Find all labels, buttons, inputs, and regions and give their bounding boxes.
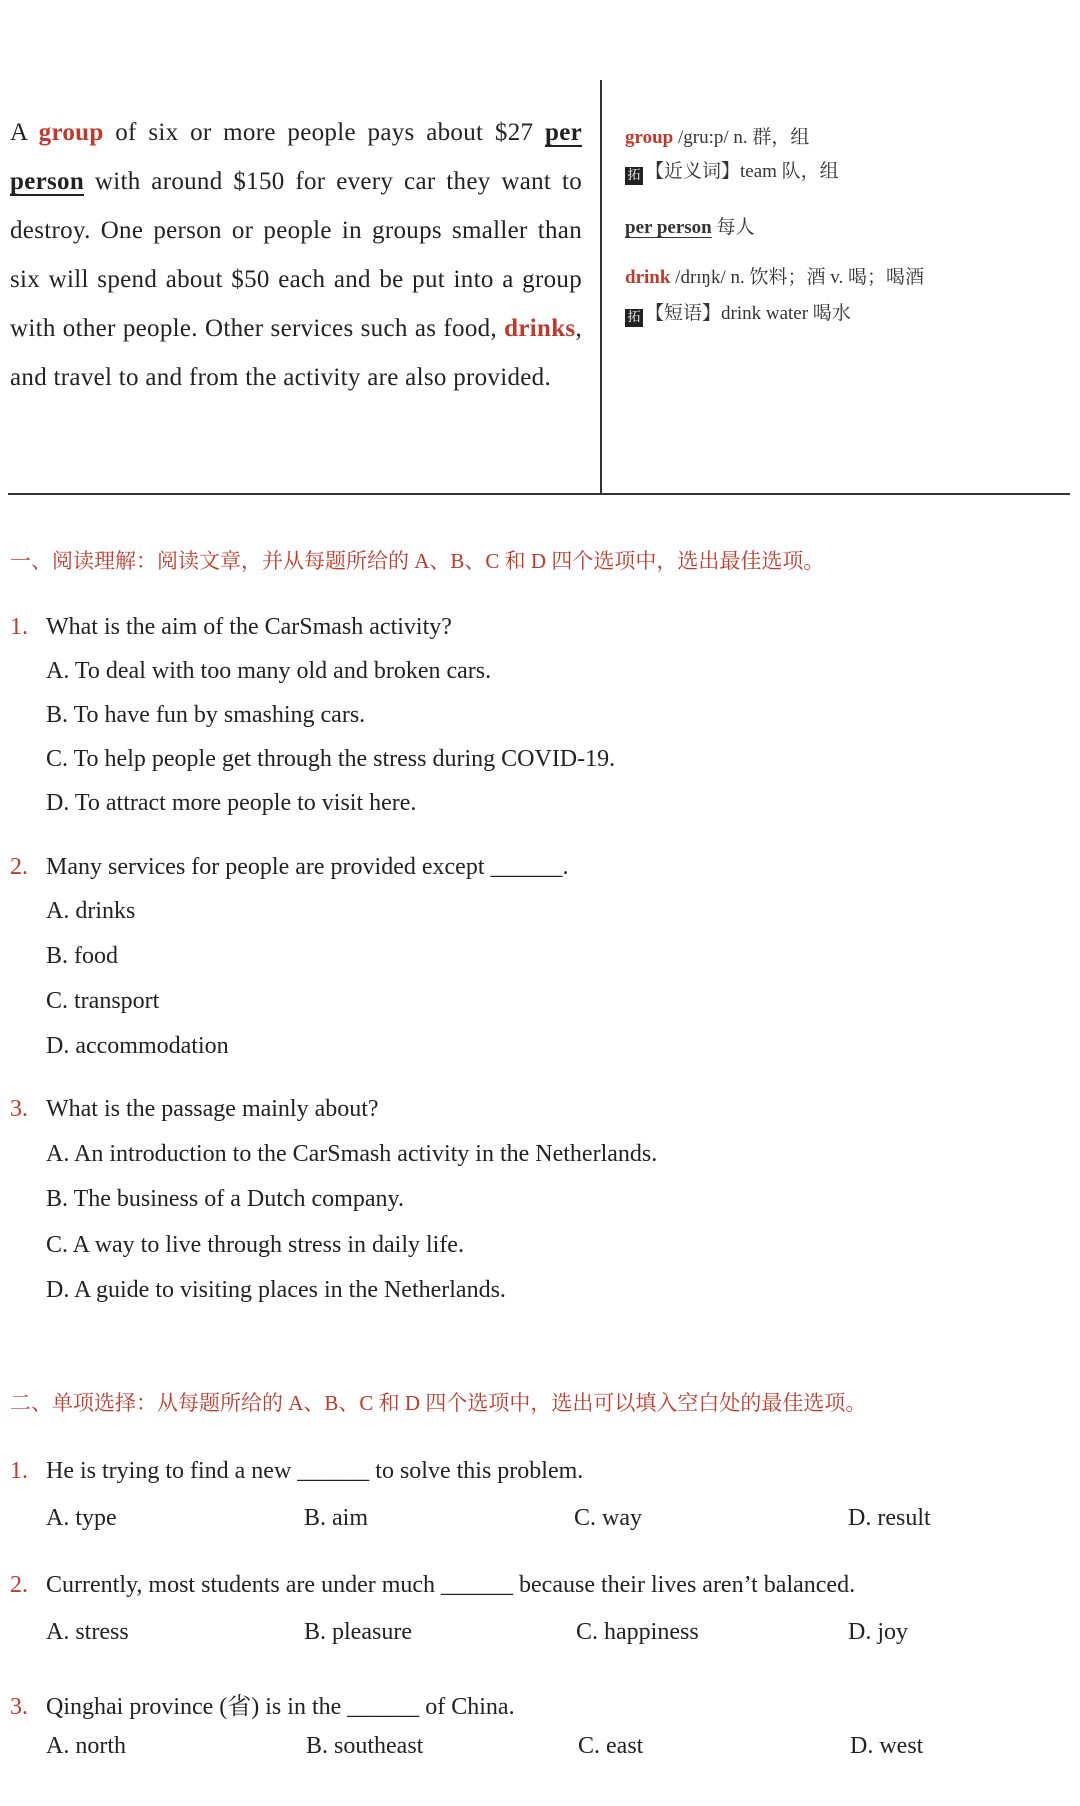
choice-question-1 [10, 1458, 1060, 1485]
option-c[interactable]: C. happiness [576, 1619, 699, 1645]
option-d[interactable]: D. west [850, 1733, 924, 1759]
glossary-word: drink [625, 267, 671, 288]
expand-tag-icon: 拓 [625, 309, 643, 327]
glossary-definition: /drɪŋk/ n. 饮料；酒 v. 喝；喝酒 [670, 267, 924, 288]
section2-title: 二、单项选择：从每题所给的 A、B、C 和 D 四个选项中，选出可以填入空白处的最佳选项。 [10, 1391, 867, 1415]
glossary-definition: 每人 [711, 217, 755, 238]
option-a[interactable]: A. An introduction to the CarSmash activity in the Netherlands. [46, 1141, 658, 1167]
option-c[interactable]: C. way [574, 1505, 642, 1531]
option-a[interactable]: A. type [46, 1505, 117, 1531]
option-b[interactable]: B. southeast [306, 1733, 424, 1759]
question-text: What is the passage mainly about? [46, 1096, 379, 1122]
glossary-word: per person [625, 217, 712, 238]
question-number: 1. [10, 614, 28, 640]
glossary-synonym: 【近义词】team 队，组 [645, 161, 839, 182]
option-b[interactable]: B. To have fun by smashing cars. [46, 702, 366, 728]
question-2 [10, 854, 1060, 881]
question-number: 1. [10, 1458, 28, 1484]
passage-text: of six or more people pays about $27 [103, 119, 545, 146]
glossary-synonym-row [625, 156, 839, 185]
glossary-phrase-row [625, 298, 851, 327]
expand-tag-icon: 拓 [625, 167, 643, 185]
glossary-definition: /gru:p/ n. 群，组 [673, 127, 810, 148]
option-d[interactable]: D. joy [848, 1619, 908, 1645]
option-b[interactable]: B. food [46, 943, 118, 969]
option-d[interactable]: D. accommodation [46, 1033, 229, 1059]
option-d[interactable]: D. A guide to visiting places in the Netherlands. [46, 1277, 506, 1303]
question-text: What is the aim of the CarSmash activity? [46, 614, 452, 640]
keyword-drinks: drinks [504, 315, 576, 342]
question-1 [10, 614, 1060, 641]
question-text: Qinghai province (省) is in the ______ of China. [46, 1694, 515, 1720]
option-a[interactable]: A. north [46, 1733, 126, 1759]
option-a[interactable]: A. stress [46, 1619, 129, 1645]
option-c[interactable]: C. east [578, 1733, 644, 1759]
glossary-entry-drink [625, 262, 924, 289]
choice-question-2 [10, 1572, 1060, 1599]
option-a[interactable]: A. To deal with too many old and broken cars. [46, 658, 492, 684]
option-d[interactable]: D. To attract more people to visit here. [46, 790, 417, 816]
glossary-entry-per-person [625, 212, 755, 239]
passage-text: A [10, 119, 39, 146]
question-number: 2. [10, 854, 28, 880]
option-b[interactable]: B. aim [304, 1505, 368, 1531]
option-b[interactable]: B. pleasure [304, 1619, 412, 1645]
section1-title: 一、阅读理解：阅读文章，并从每题所给的 A、B、C 和 D 四个选项中，选出最佳选项。 [10, 549, 825, 573]
keyword-group: group [38, 119, 104, 146]
option-c[interactable]: C. transport [46, 988, 160, 1014]
question-text: Many services for people are provided except ______. [46, 854, 569, 880]
section-divider [8, 493, 1070, 495]
choice-question-3 [10, 1686, 1060, 1721]
question-number: 3. [10, 1694, 28, 1720]
question-3 [10, 1096, 1060, 1123]
glossary-word: group [625, 127, 674, 148]
option-a[interactable]: A. drinks [46, 898, 136, 924]
option-c[interactable]: C. A way to live through stress in daily life. [46, 1232, 464, 1258]
question-number: 2. [10, 1572, 28, 1598]
question-number: 3. [10, 1096, 28, 1122]
reading-passage [10, 108, 582, 402]
passage-text: with around $150 for every car they want to destroy. One person or people in groups smaller than six will spend about $50 each and be put into a group with other people. Other services such as food, [10, 168, 582, 342]
column-divider [600, 80, 602, 494]
option-c[interactable]: C. To help people get through the stress during COVID-19. [46, 746, 616, 772]
glossary-entry-group [625, 122, 809, 149]
option-b[interactable]: B. The business of a Dutch company. [46, 1186, 404, 1212]
glossary-phrase: 【短语】drink water 喝水 [645, 303, 851, 324]
keyword-per-person: per person [10, 119, 582, 195]
passage-text: , and travel to and from the activity are also provided. [10, 315, 582, 391]
option-d[interactable]: D. result [848, 1505, 931, 1531]
question-text: He is trying to find a new ______ to solve this problem. [46, 1458, 584, 1484]
question-text: Currently, most students are under much ______ because their lives aren’t balanced. [46, 1572, 856, 1598]
